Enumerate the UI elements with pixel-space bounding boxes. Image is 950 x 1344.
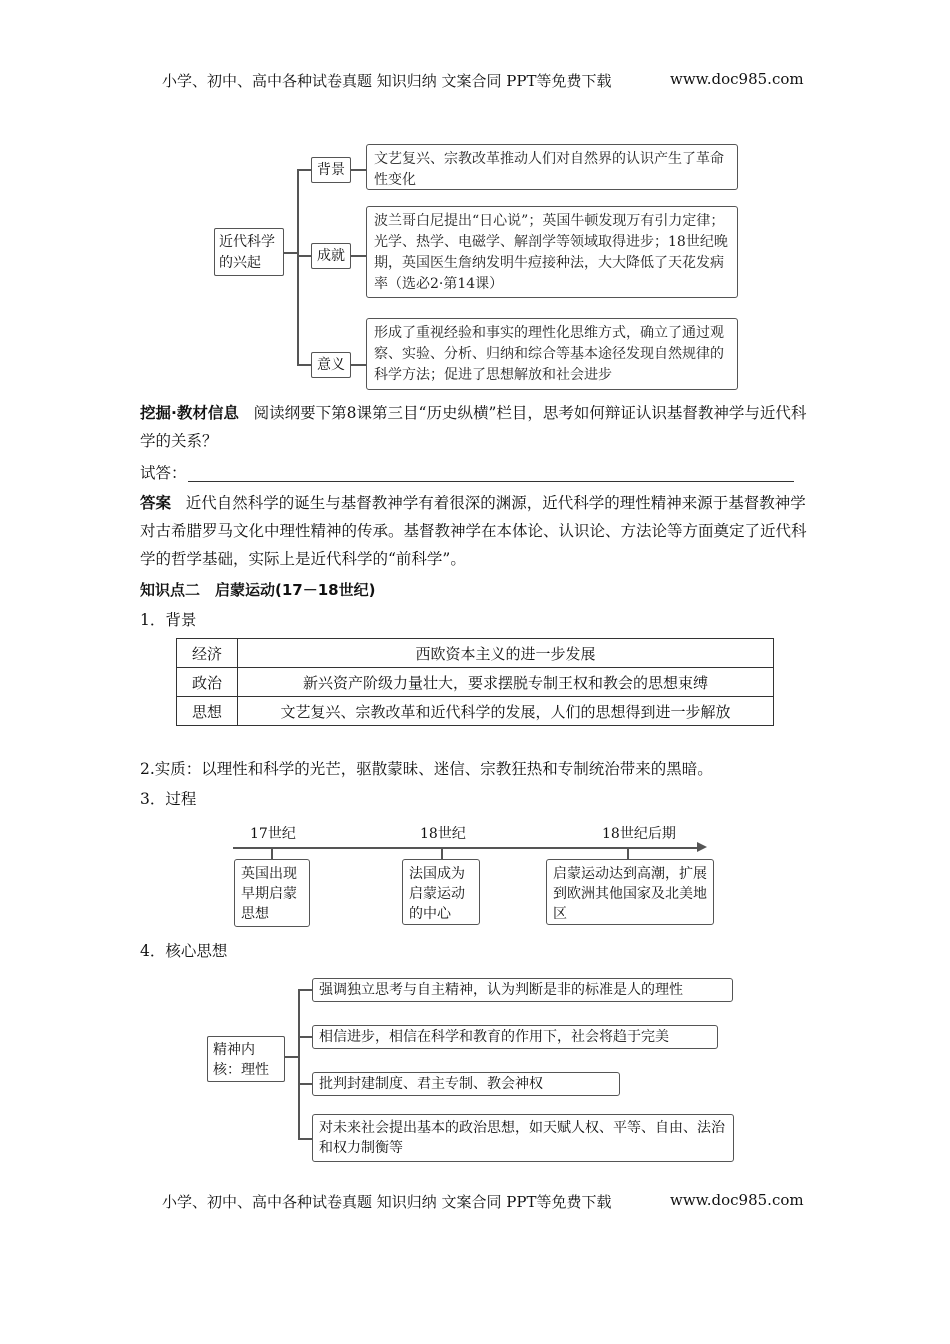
timeline-box-late-18c: 启蒙运动达到高潮，扩展到欧洲其他国家及北美地区 bbox=[546, 859, 714, 925]
table-cell-key: 经济 bbox=[177, 639, 238, 668]
diagram1-root: 近代科学的兴起 bbox=[214, 228, 284, 276]
answer-label: 答案 bbox=[140, 494, 172, 512]
page-footer-url: www.doc985.com bbox=[670, 1191, 804, 1209]
timeline-arrow-icon bbox=[697, 842, 707, 852]
timeline-time-late-18c: 18世纪后期 bbox=[602, 826, 676, 842]
table-cell-key: 思想 bbox=[177, 697, 238, 726]
try-label: 试答： bbox=[140, 464, 187, 482]
table-row bbox=[177, 697, 774, 726]
background-table bbox=[176, 638, 774, 726]
answer-text: 近代自然科学的诞生与基督教神学有着很深的渊源，近代科学的理性精神来源于基督教神学对古希腊罗马文化中理性精神的传承。基督教神学在本体论、认识论、方法论等方面奠定了近代科学的哲学基础，实际上是近代科学的“前科学”。 bbox=[140, 494, 807, 568]
item2-text: 2.实质：以理性和科学的光芒，驱散蒙昧、迷信、宗教狂热和专制统治带来的黑暗。 bbox=[140, 760, 713, 778]
page-header-left: 小学、初中、高中各种试卷真题 知识归纳 文案合同 PPT等免费下载 bbox=[162, 72, 612, 90]
table-cell-value: 西欧资本主义的进一步发展 bbox=[238, 639, 774, 668]
diagram1-label-achievement: 成就 bbox=[311, 243, 351, 269]
table-cell-key: 政治 bbox=[177, 668, 238, 697]
item3-title: 3．过程 bbox=[140, 790, 197, 808]
diagram2-root: 精神内核：理性 bbox=[207, 1036, 285, 1082]
timeline-time-18c: 18世纪 bbox=[420, 826, 466, 842]
diagram1-label-background: 背景 bbox=[311, 157, 351, 183]
try-answer-line bbox=[140, 459, 812, 487]
core-idea-item: 强调独立思考与自主精神，认为判断是非的标准是人的理性 bbox=[312, 978, 733, 1002]
core-idea-item: 对未来社会提出基本的政治思想，如天赋人权、平等、自由、法治和权力制衡等 bbox=[312, 1114, 734, 1162]
page-footer-left: 小学、初中、高中各种试卷真题 知识归纳 文案合同 PPT等免费下载 bbox=[162, 1193, 612, 1211]
item1-title: 1．背景 bbox=[140, 611, 197, 629]
table-row bbox=[177, 639, 774, 668]
diagram1-text-background: 文艺复兴、宗教改革推动人们对自然界的认识产生了革命性变化 bbox=[366, 144, 738, 190]
page-header-url: www.doc985.com bbox=[670, 70, 804, 88]
section2-title: 知识点二 启蒙运动(17－18世纪) bbox=[140, 581, 376, 599]
diagram1-label-significance: 意义 bbox=[311, 352, 351, 378]
timeline-box-18c: 法国成为启蒙运动的中心 bbox=[402, 859, 480, 925]
core-idea-item: 批判封建制度、君主专制、教会神权 bbox=[312, 1072, 620, 1096]
table-cell-value: 文艺复兴、宗教改革和近代科学的发展，人们的思想得到进一步解放 bbox=[238, 697, 774, 726]
dig-paragraph bbox=[140, 399, 812, 455]
dig-text: 阅读纲要下第8课第三目“历史纵横”栏目，思考如何辩证认识基督教神学与近代科学的关系？ bbox=[140, 404, 807, 450]
item4-title: 4．核心思想 bbox=[140, 942, 228, 960]
answer-blank-line bbox=[188, 481, 794, 482]
timeline-time-17c: 17世纪 bbox=[250, 826, 296, 842]
table-cell-value: 新兴资产阶级力量壮大，要求摆脱专制王权和教会的思想束缚 bbox=[238, 668, 774, 697]
answer-paragraph bbox=[140, 489, 812, 573]
dig-title: 挖掘·教材信息 bbox=[140, 404, 239, 422]
timeline-box-17c: 英国出现早期启蒙思想 bbox=[234, 859, 310, 927]
diagram1-text-significance: 形成了重视经验和事实的理性化思维方式，确立了通过观察、实验、分析、归纳和综合等基本途径发现自然规律的科学方法；促进了思想解放和社会进步 bbox=[366, 318, 738, 390]
table-row bbox=[177, 668, 774, 697]
diagram1-text-achievement: 波兰哥白尼提出“日心说”；英国牛顿发现万有引力定律；光学、热学、电磁学、解剖学等领域取得进步；18世纪晚期，英国医生詹纳发明牛痘接种法，大大降低了天花发病率（选必2·第14课） bbox=[366, 206, 738, 298]
core-idea-item: 相信进步，相信在科学和教育的作用下，社会将趋于完美 bbox=[312, 1025, 718, 1049]
